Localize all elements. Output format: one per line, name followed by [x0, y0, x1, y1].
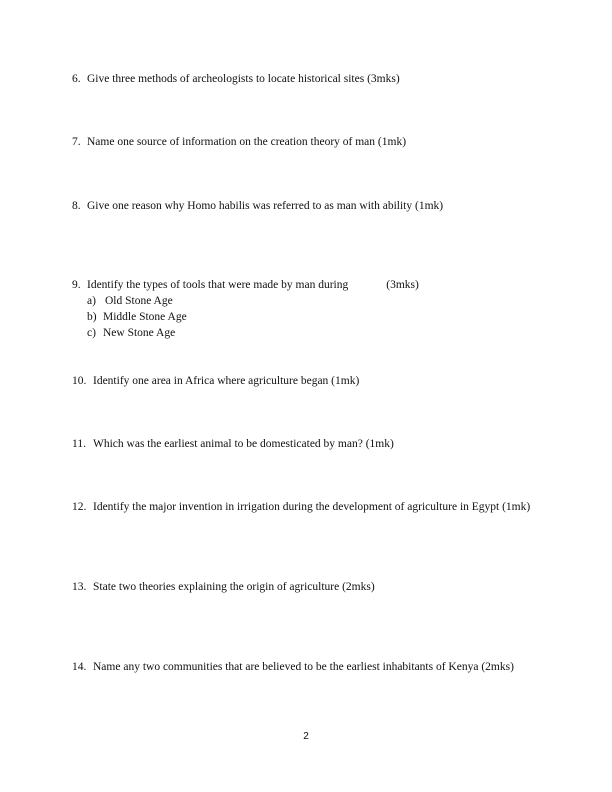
- subitem-letter: c): [87, 327, 96, 339]
- page-number: 2: [303, 731, 309, 742]
- question-text: Give three methods of archeologists to locate historical sites (3mks): [87, 73, 400, 85]
- question-number: 8.: [72, 200, 81, 212]
- question-9-subitem-c: [87, 326, 175, 340]
- question-text: Identify the types of tools that were made by man during: [87, 279, 349, 291]
- question-number: 12.: [72, 501, 87, 513]
- question-13: [72, 580, 375, 594]
- question-14: [72, 660, 514, 674]
- question-text: Identify the major invention in irrigation during the development of agriculture in Egypt (1mk): [93, 501, 531, 513]
- question-number: 9.: [72, 279, 81, 291]
- subitem-text: New Stone Age: [103, 327, 176, 339]
- question-number: 13.: [72, 581, 87, 593]
- question-number: 14.: [72, 661, 87, 673]
- question-text: State two theories explaining the origin of agriculture (2mks): [93, 581, 375, 593]
- question-text: Name any two communities that are believed to be the earliest inhabitants of Kenya (2mks): [93, 661, 514, 673]
- question-9-subitem-a: [87, 294, 173, 308]
- question-11: [72, 437, 394, 451]
- question-text: Which was the earliest animal to be domesticated by man? (1mk): [93, 438, 394, 450]
- question-9: [72, 278, 419, 292]
- subitem-letter: b): [87, 311, 97, 323]
- question-marks: (3mks): [386, 279, 419, 291]
- question-number: 10.: [72, 375, 87, 387]
- question-8: [72, 199, 443, 213]
- question-text: Identify one area in Africa where agriculture began (1mk): [93, 375, 360, 387]
- question-number: 7.: [72, 136, 81, 148]
- question-9-subitem-b: [87, 310, 187, 324]
- question-number: 6.: [72, 73, 81, 85]
- question-text: Name one source of information on the creation theory of man (1mk): [87, 136, 407, 148]
- question-6: [72, 72, 400, 86]
- question-10: [72, 374, 359, 388]
- question-7: [72, 135, 406, 149]
- subitem-text: Middle Stone Age: [103, 311, 187, 323]
- question-text: Give one reason why Homo habilis was referred to as man with ability (1mk): [87, 200, 444, 212]
- question-12: [72, 500, 530, 514]
- question-number: 11.: [72, 438, 86, 450]
- subitem-letter: a): [87, 295, 96, 307]
- subitem-text: Old Stone Age: [105, 295, 173, 307]
